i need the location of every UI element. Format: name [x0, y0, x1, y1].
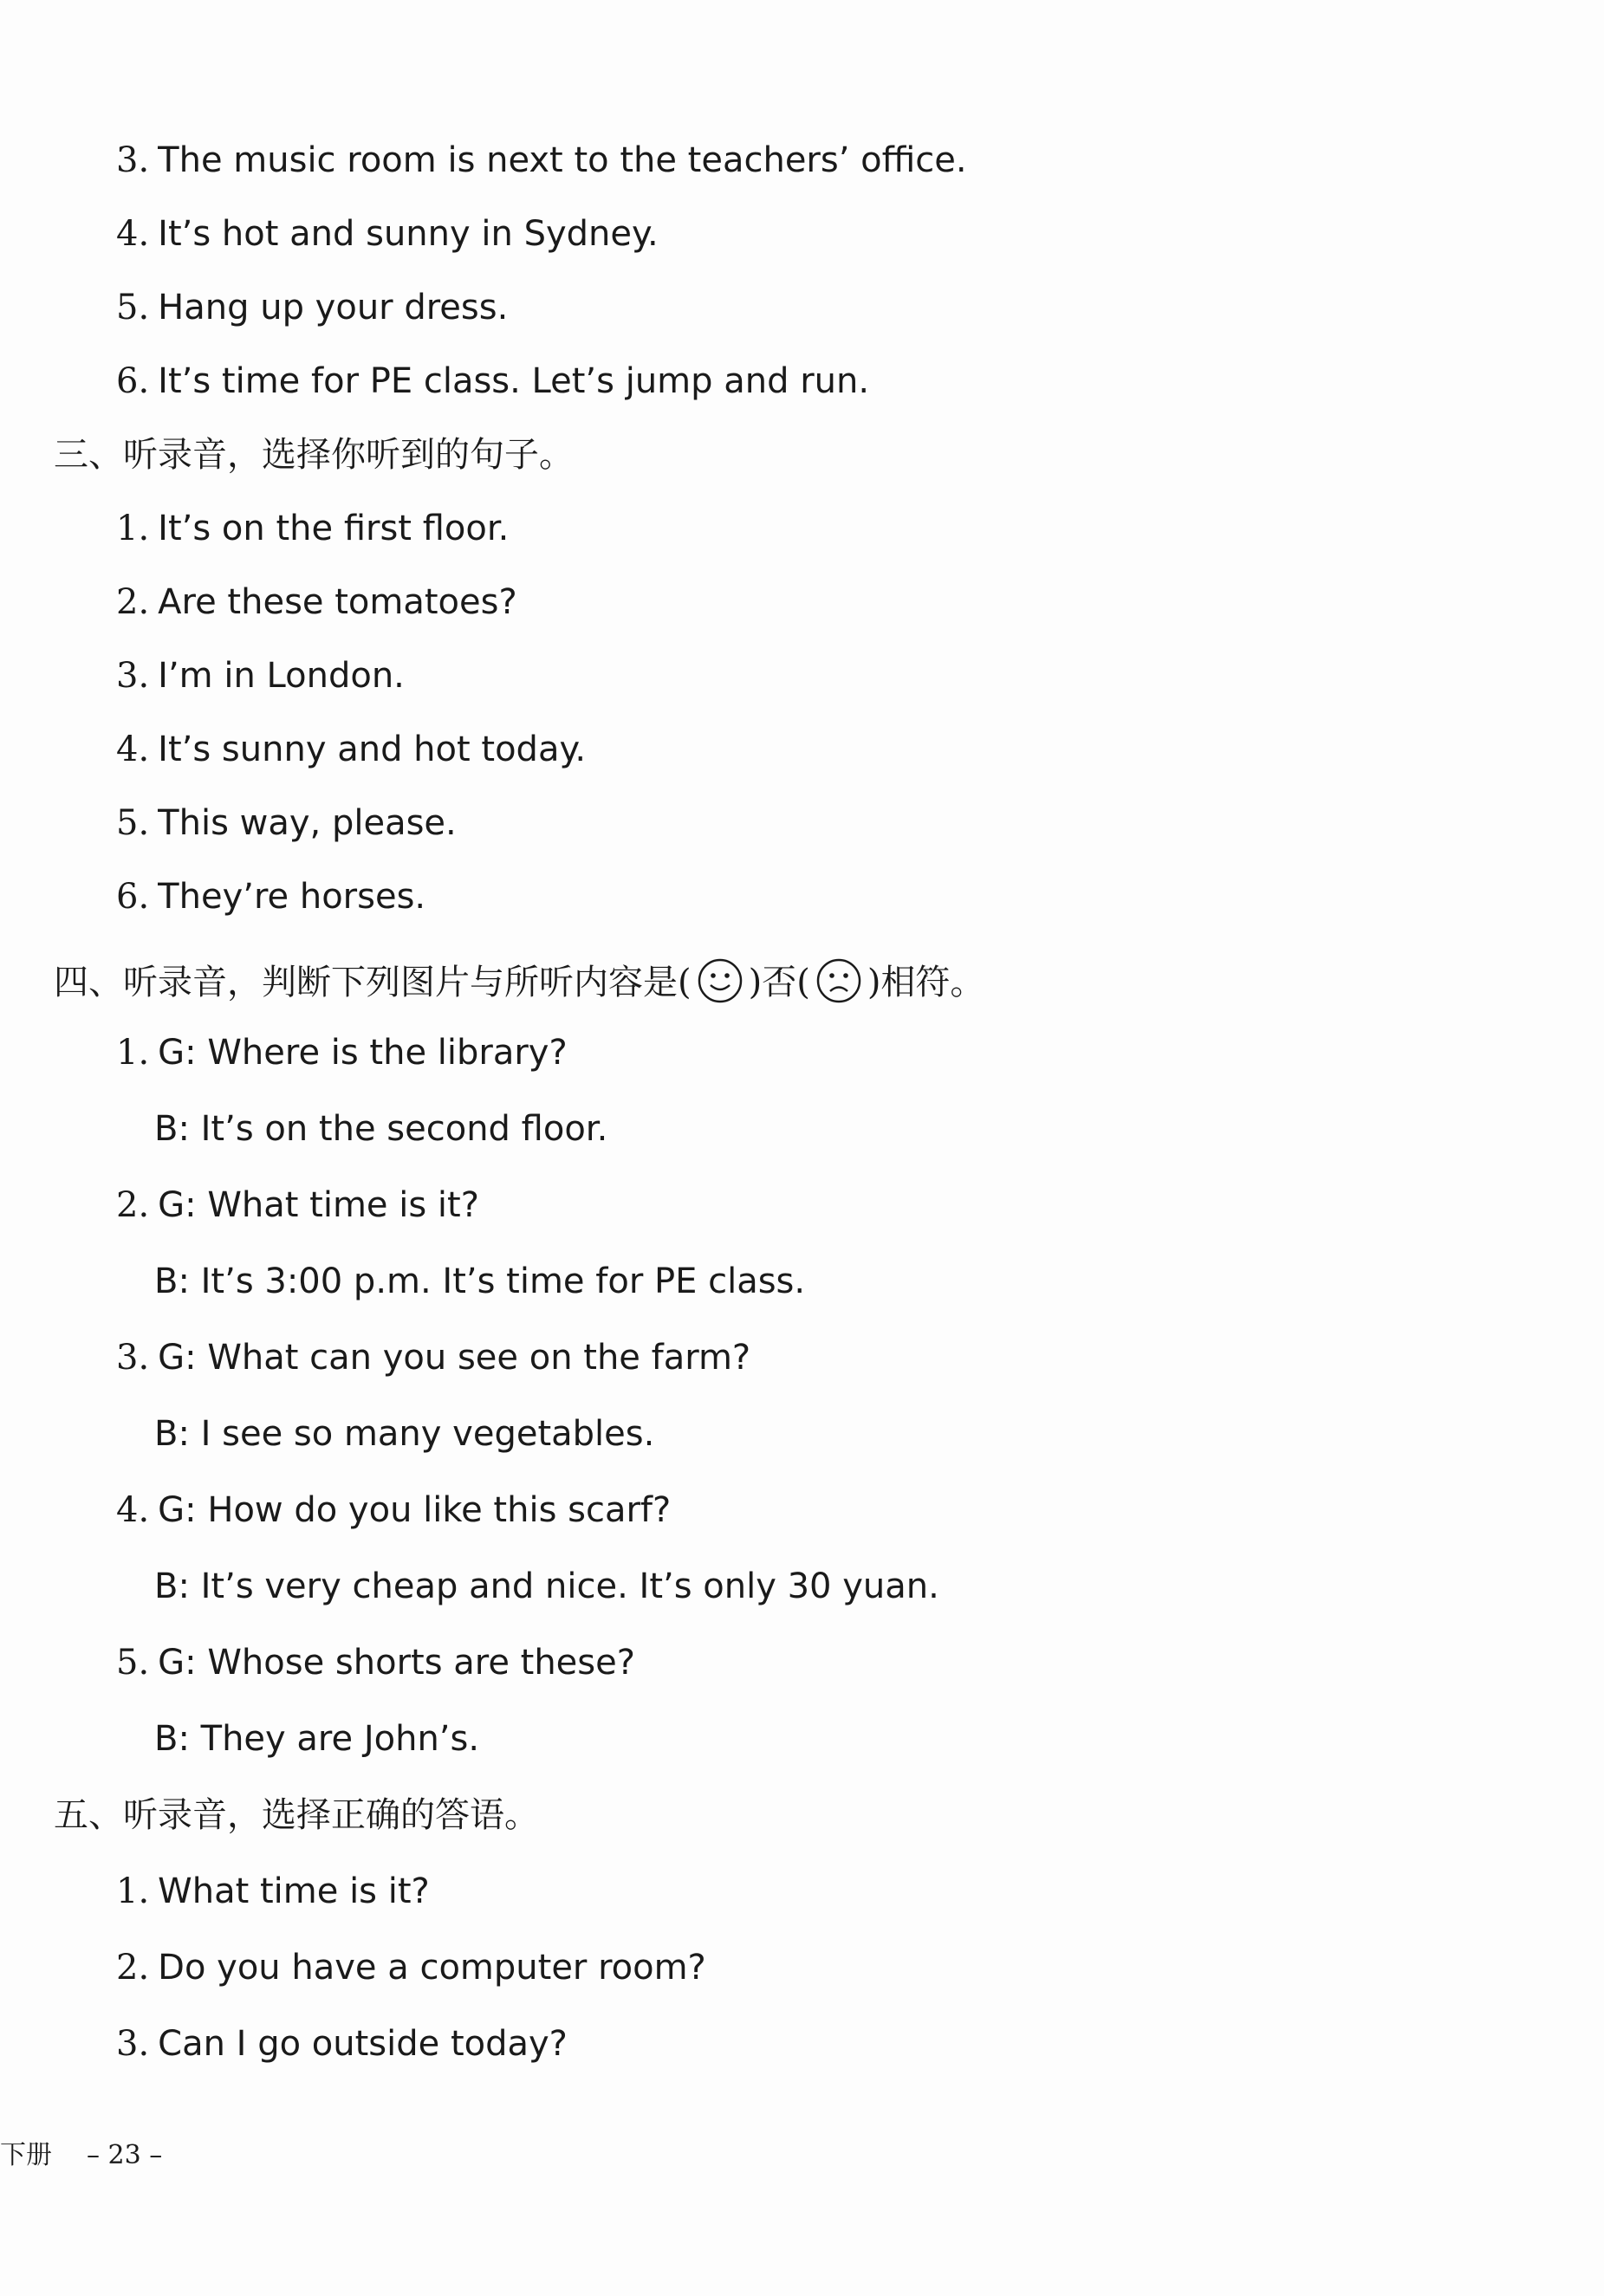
- smiley-face-icon: [697, 957, 744, 1004]
- sentence: It’s hot and sunny in Sydney.: [158, 214, 659, 254]
- sentence: It’s on the first floor.: [158, 509, 510, 548]
- list-item: 5. This way, please.: [116, 803, 457, 843]
- list-item: 4. It’s sunny and hot today.: [116, 730, 587, 769]
- section-5-heading: 五、听录音，选择正确的答语。: [54, 1795, 539, 1835]
- dialogue-answer: B: It’s on the second floor.: [154, 1109, 608, 1149]
- list-item: 2. Are these tomatoes?: [116, 582, 517, 622]
- section-3-heading: 三、听录音，选择你听到的句子。: [54, 435, 574, 475]
- sentence: The music room is next to the teachers’ office.: [158, 140, 967, 180]
- sad-face-icon: [815, 957, 862, 1004]
- dialogue-answer: B: It’s 3:00 p.m. It’s time for PE class.: [154, 1262, 806, 1301]
- sentence: This way, please.: [158, 803, 457, 843]
- sentence: Are these tomatoes?: [158, 582, 517, 622]
- dialogue-question: 4. G: How do you like this scarf?: [116, 1490, 672, 1530]
- list-item: 3. I’m in London.: [116, 656, 405, 696]
- list-item: 2. Do you have a computer room?: [116, 1948, 706, 1988]
- dialogue-question: 3. G: What can you see on the farm?: [116, 1338, 751, 1378]
- sentence: They’re horses.: [158, 877, 426, 917]
- sentence: It’s time for PE class. Let’s jump and run.: [158, 361, 870, 401]
- sentence: I’m in London.: [158, 656, 405, 696]
- list-item: 6. It’s time for PE class. Let’s jump and run.: [116, 361, 870, 401]
- dialogue-answer: B: I see so many vegetables.: [154, 1414, 655, 1454]
- sentence: It’s sunny and hot today.: [158, 730, 587, 769]
- list-item: 4. It’s hot and sunny in Sydney.: [116, 214, 659, 254]
- sentence: Do you have a computer room?: [158, 1948, 706, 1988]
- list-item: 3. Can I go outside today?: [116, 2024, 568, 2064]
- page-number: – 23 –: [87, 2140, 163, 2170]
- sentence: Can I go outside today?: [158, 2024, 568, 2064]
- book-label: 下册: [0, 2140, 52, 2170]
- list-item: 6. They’re horses.: [116, 877, 426, 917]
- dialogue-question: 5. G: Whose shorts are these?: [116, 1643, 635, 1683]
- sentence: Hang up your dress.: [158, 288, 509, 328]
- list-item: 1. It’s on the first floor.: [116, 509, 510, 548]
- page-footer: [0, 2138, 162, 2173]
- list-item: 5. Hang up your dress.: [116, 288, 509, 328]
- dialogue-answer: B: They are John’s.: [154, 1719, 480, 1759]
- sentence: What time is it?: [158, 1871, 430, 1911]
- section-4-heading: 四、听录音，判断下列图片与所听内容是( )否( )相符。: [54, 957, 984, 1004]
- list-item: 1. What time is it?: [116, 1871, 430, 1911]
- dialogue-answer: B: It’s very cheap and nice. It’s only 30 yuan.: [154, 1566, 939, 1606]
- dialogue-question: 2. G: What time is it?: [116, 1185, 479, 1225]
- list-item: 3. The music room is next to the teachers’ office.: [116, 140, 967, 180]
- dialogue-question: 1. G: Where is the library?: [116, 1033, 568, 1073]
